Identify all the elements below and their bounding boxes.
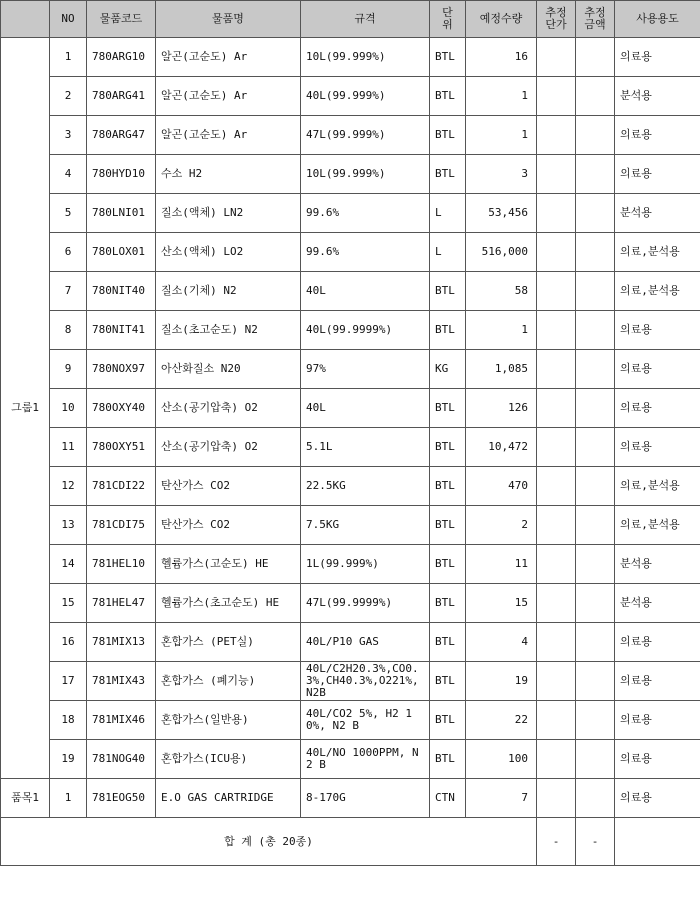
item-qty: 19 <box>466 662 537 701</box>
item-price <box>537 623 576 662</box>
item-spec: 40L(99.9999%) <box>301 311 430 350</box>
table-row <box>1 428 700 467</box>
item-amount <box>576 155 615 194</box>
item-no: 14 <box>50 545 87 584</box>
item-spec: 40L <box>301 389 430 428</box>
item-price <box>537 194 576 233</box>
item-amount <box>576 77 615 116</box>
item-no: 17 <box>50 662 87 701</box>
item-spec: 10L(99.999%) <box>301 38 430 77</box>
item-name: 수소 H2 <box>156 155 301 194</box>
table-row <box>1 506 700 545</box>
item-amount <box>576 545 615 584</box>
item-no: 18 <box>50 701 87 740</box>
item-price <box>537 545 576 584</box>
item-no: 1 <box>50 779 87 818</box>
item-spec: 40L/CO2 5%, H2 10%, N2 B <box>301 701 430 740</box>
item-name: 알곤(고순도) Ar <box>156 77 301 116</box>
item-price <box>537 155 576 194</box>
item-usage: 의료,분석용 <box>615 272 700 311</box>
item-qty: 3 <box>466 155 537 194</box>
item-spec: 8-170G <box>301 779 430 818</box>
item-no: 15 <box>50 584 87 623</box>
table-row <box>1 623 700 662</box>
item-name: 알곤(고순도) Ar <box>156 116 301 155</box>
table-row <box>1 662 700 701</box>
item-usage: 의료용 <box>615 428 700 467</box>
table-row <box>1 545 700 584</box>
item-qty: 4 <box>466 623 537 662</box>
item-name: 질소(액체) LN2 <box>156 194 301 233</box>
item-price <box>537 740 576 779</box>
item-spec: 47L(99.999%) <box>301 116 430 155</box>
item-spec: 47L(99.9999%) <box>301 584 430 623</box>
item-qty: 53,456 <box>466 194 537 233</box>
item-usage: 분석용 <box>615 584 700 623</box>
item-unit: BTL <box>430 428 466 467</box>
item-unit: BTL <box>430 77 466 116</box>
item-price <box>537 233 576 272</box>
item-qty: 7 <box>466 779 537 818</box>
header-amount: 추정 금액 <box>576 1 615 38</box>
item-code: 780NIT41 <box>87 311 156 350</box>
item-no: 11 <box>50 428 87 467</box>
header-qty: 예정수량 <box>466 1 537 38</box>
table-row <box>1 389 700 428</box>
item-unit: L <box>430 194 466 233</box>
item-no: 12 <box>50 467 87 506</box>
item-name: 혼합가스(ICU용) <box>156 740 301 779</box>
header-spec: 규격 <box>301 1 430 38</box>
item-unit: BTL <box>430 545 466 584</box>
item-name: 아산화질소 N20 <box>156 350 301 389</box>
item-amount <box>576 116 615 155</box>
item-price <box>537 77 576 116</box>
item-unit: BTL <box>430 623 466 662</box>
table-row <box>1 584 700 623</box>
total-usage <box>615 818 700 866</box>
item-qty: 11 <box>466 545 537 584</box>
item-no: 4 <box>50 155 87 194</box>
item-unit: BTL <box>430 389 466 428</box>
header-no: NO <box>50 1 87 38</box>
item-qty: 22 <box>466 701 537 740</box>
header-row <box>1 1 700 38</box>
item-code: 780HYD10 <box>87 155 156 194</box>
item-spec: 7.5KG <box>301 506 430 545</box>
item-unit: BTL <box>430 272 466 311</box>
item-spec: 40L <box>301 272 430 311</box>
table-row <box>1 38 700 77</box>
item-name: 헬륨가스(고순도) HE <box>156 545 301 584</box>
item-amount <box>576 194 615 233</box>
item-usage: 의료용 <box>615 38 700 77</box>
item-amount <box>576 623 615 662</box>
item-price <box>537 467 576 506</box>
total-price: - <box>537 818 576 866</box>
item-qty: 100 <box>466 740 537 779</box>
item-code: 781MIX13 <box>87 623 156 662</box>
item-no: 1 <box>50 38 87 77</box>
item-code: 781HEL10 <box>87 545 156 584</box>
item-amount <box>576 311 615 350</box>
item-spec: 40L/P10 GAS <box>301 623 430 662</box>
item-code: 780LOX01 <box>87 233 156 272</box>
item-amount <box>576 389 615 428</box>
item-usage: 의료용 <box>615 740 700 779</box>
item-unit: BTL <box>430 467 466 506</box>
header-price: 추정 단가 <box>537 1 576 38</box>
item-code: 780OXY40 <box>87 389 156 428</box>
item-name: 산소(공기압축) O2 <box>156 428 301 467</box>
item-code: 780ARG10 <box>87 38 156 77</box>
header-usage: 사용용도 <box>615 1 700 38</box>
item-no: 8 <box>50 311 87 350</box>
header-group <box>1 1 50 38</box>
item-qty: 10,472 <box>466 428 537 467</box>
item-usage: 의료,분석용 <box>615 506 700 545</box>
item-unit: CTN <box>430 779 466 818</box>
group-label: 그룹1 <box>1 38 50 779</box>
item-qty: 1,085 <box>466 350 537 389</box>
item-amount <box>576 272 615 311</box>
item-unit: BTL <box>430 38 466 77</box>
item-name: 헬륨가스(초고순도) HE <box>156 584 301 623</box>
item-spec: 40L/C2H20.3%,CO0.3%,CH40.3%,O221%,N2B <box>301 662 430 701</box>
item-no: 3 <box>50 116 87 155</box>
item-price <box>537 38 576 77</box>
item-code: 781NOG40 <box>87 740 156 779</box>
table-row <box>1 116 700 155</box>
item-spec: 99.6% <box>301 233 430 272</box>
item-no: 13 <box>50 506 87 545</box>
item-usage: 의료,분석용 <box>615 467 700 506</box>
item-no: 7 <box>50 272 87 311</box>
item-unit: KG <box>430 350 466 389</box>
item-name: E.O GAS CARTRIDGE <box>156 779 301 818</box>
item-amount <box>576 740 615 779</box>
item-price <box>537 701 576 740</box>
item-unit: BTL <box>430 662 466 701</box>
item-qty: 516,000 <box>466 233 537 272</box>
item-amount <box>576 38 615 77</box>
item-usage: 분석용 <box>615 77 700 116</box>
item-price <box>537 272 576 311</box>
table-row <box>1 350 700 389</box>
header-code: 물품코드 <box>87 1 156 38</box>
item-name: 질소(기체) N2 <box>156 272 301 311</box>
item-amount <box>576 467 615 506</box>
header-name: 물품명 <box>156 1 301 38</box>
item-no: 6 <box>50 233 87 272</box>
item-unit: L <box>430 233 466 272</box>
item-unit: BTL <box>430 506 466 545</box>
item-amount <box>576 701 615 740</box>
item-no: 10 <box>50 389 87 428</box>
item-unit: BTL <box>430 740 466 779</box>
item-amount <box>576 779 615 818</box>
item-price <box>537 428 576 467</box>
table-row <box>1 779 700 818</box>
item-amount <box>576 233 615 272</box>
item-qty: 58 <box>466 272 537 311</box>
item-name: 산소(공기압축) O2 <box>156 389 301 428</box>
item-price <box>537 662 576 701</box>
item-price <box>537 779 576 818</box>
item-spec: 40L(99.999%) <box>301 77 430 116</box>
item-name: 혼합가스(일반용) <box>156 701 301 740</box>
item-name: 알곤(고순도) Ar <box>156 38 301 77</box>
item-usage: 의료용 <box>615 701 700 740</box>
item-no: 16 <box>50 623 87 662</box>
item-price <box>537 389 576 428</box>
item-qty: 2 <box>466 506 537 545</box>
item-code: 781CDI75 <box>87 506 156 545</box>
total-label: 합 계 (총 20종) <box>1 818 537 866</box>
item-usage: 의료용 <box>615 389 700 428</box>
item-usage: 분석용 <box>615 194 700 233</box>
item-usage: 의료,분석용 <box>615 233 700 272</box>
item-amount <box>576 350 615 389</box>
item-name: 탄산가스 CO2 <box>156 506 301 545</box>
item-amount <box>576 662 615 701</box>
item-spec: 99.6% <box>301 194 430 233</box>
item-code: 781MIX46 <box>87 701 156 740</box>
item-price <box>537 350 576 389</box>
item-no: 5 <box>50 194 87 233</box>
item-spec: 40L/NO 1000PPM, N2 B <box>301 740 430 779</box>
item-price <box>537 311 576 350</box>
table-row <box>1 155 700 194</box>
table-row <box>1 272 700 311</box>
item-unit: BTL <box>430 701 466 740</box>
item-qty: 1 <box>466 116 537 155</box>
item-code: 780NIT40 <box>87 272 156 311</box>
item-usage: 의료용 <box>615 116 700 155</box>
item-unit: BTL <box>430 116 466 155</box>
item-name: 혼합가스 (폐기능) <box>156 662 301 701</box>
item-usage: 의료용 <box>615 623 700 662</box>
item-code: 780NOX97 <box>87 350 156 389</box>
item-unit: BTL <box>430 584 466 623</box>
item-qty: 16 <box>466 38 537 77</box>
total-amount: - <box>576 818 615 866</box>
item-no: 9 <box>50 350 87 389</box>
item-code: 781MIX43 <box>87 662 156 701</box>
item-qty: 1 <box>466 311 537 350</box>
table-row <box>1 194 700 233</box>
table-row <box>1 311 700 350</box>
table-row <box>1 77 700 116</box>
item-name: 산소(액체) LO2 <box>156 233 301 272</box>
item-qty: 15 <box>466 584 537 623</box>
item-price <box>537 116 576 155</box>
item-amount <box>576 584 615 623</box>
item-amount <box>576 428 615 467</box>
item-usage: 의료용 <box>615 662 700 701</box>
item-unit: BTL <box>430 311 466 350</box>
item-name: 질소(초고순도) N2 <box>156 311 301 350</box>
table-row <box>1 701 700 740</box>
item-amount <box>576 506 615 545</box>
item-qty: 1 <box>466 77 537 116</box>
header-unit: 단 위 <box>430 1 466 38</box>
table-row <box>1 740 700 779</box>
item-no: 19 <box>50 740 87 779</box>
item-code: 781EOG50 <box>87 779 156 818</box>
group-label: 품목1 <box>1 779 50 818</box>
item-code: 780ARG47 <box>87 116 156 155</box>
item-usage: 의료용 <box>615 311 700 350</box>
item-usage: 의료용 <box>615 350 700 389</box>
total-row <box>1 818 700 866</box>
item-spec: 97% <box>301 350 430 389</box>
item-usage: 분석용 <box>615 545 700 584</box>
item-qty: 470 <box>466 467 537 506</box>
item-code: 780LNI01 <box>87 194 156 233</box>
item-spec: 22.5KG <box>301 467 430 506</box>
item-spec: 10L(99.999%) <box>301 155 430 194</box>
item-code: 780ARG41 <box>87 77 156 116</box>
item-name: 탄산가스 CO2 <box>156 467 301 506</box>
table-row <box>1 467 700 506</box>
item-no: 2 <box>50 77 87 116</box>
item-code: 780OXY51 <box>87 428 156 467</box>
item-price <box>537 506 576 545</box>
item-price <box>537 584 576 623</box>
item-spec: 5.1L <box>301 428 430 467</box>
item-unit: BTL <box>430 155 466 194</box>
item-name: 혼합가스 (PET실) <box>156 623 301 662</box>
item-code: 781HEL47 <box>87 584 156 623</box>
item-usage: 의료용 <box>615 155 700 194</box>
item-code: 781CDI22 <box>87 467 156 506</box>
item-usage: 의료용 <box>615 779 700 818</box>
item-qty: 126 <box>466 389 537 428</box>
item-spec: 1L(99.999%) <box>301 545 430 584</box>
table-row <box>1 233 700 272</box>
